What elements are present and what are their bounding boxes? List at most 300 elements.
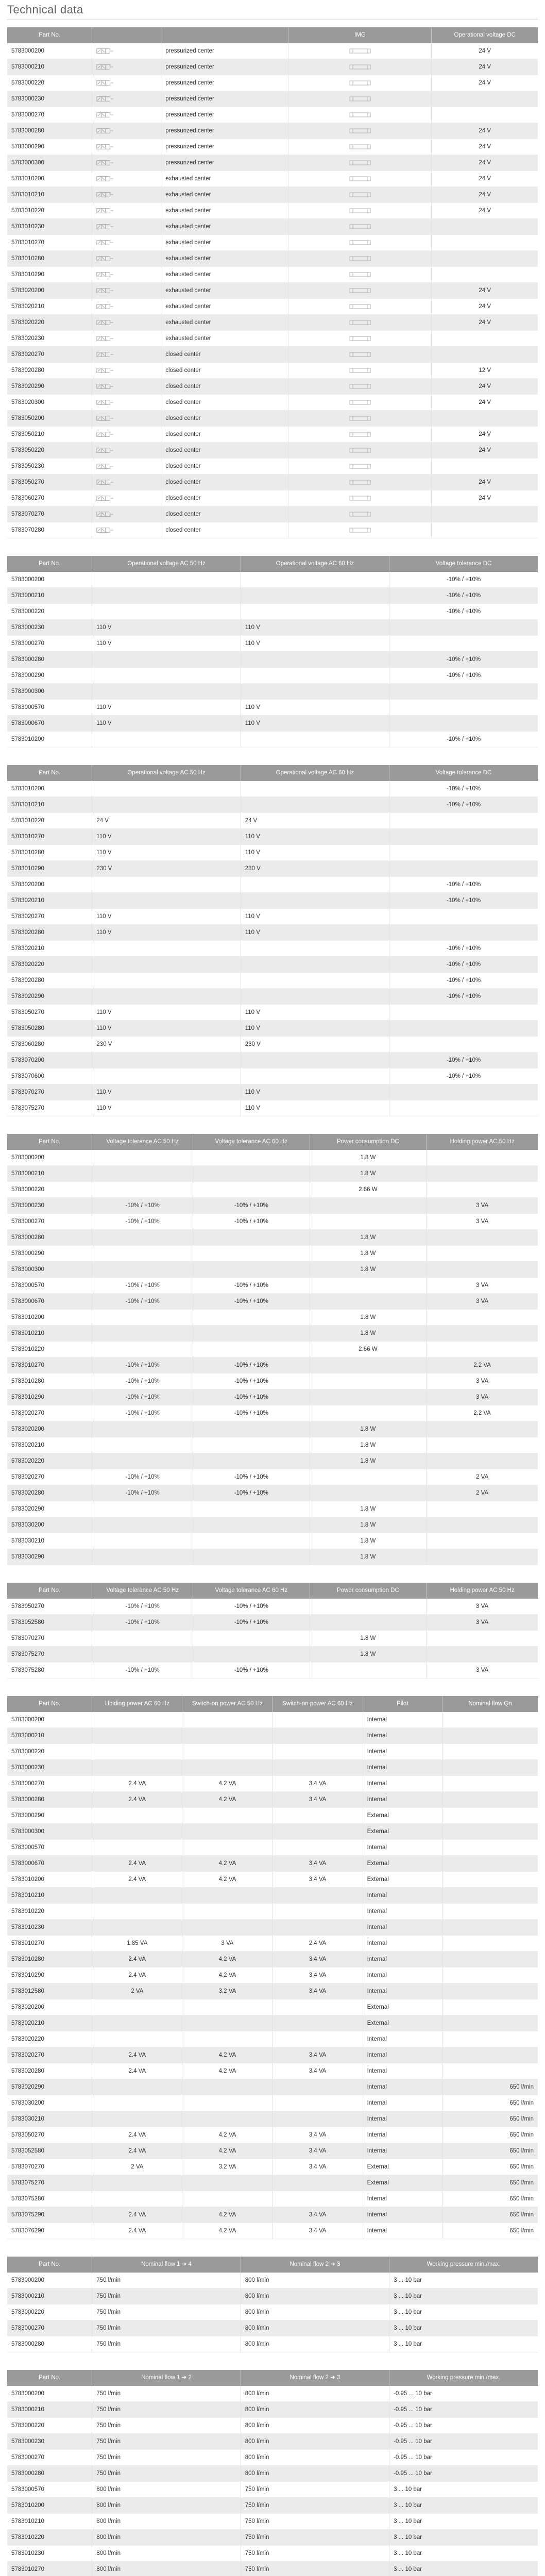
table-cell [389, 1005, 538, 1021]
table-cell [7, 251, 92, 267]
table-cell [92, 1856, 182, 1872]
table-cell [182, 1760, 272, 1776]
cell-value: -0.95 ... 10 bar [394, 2454, 432, 2461]
table-cell [182, 2095, 272, 2111]
valve-symbol-icon [96, 48, 114, 54]
table-cell [288, 59, 432, 75]
cell-value: 3 VA [476, 1378, 489, 1384]
cell-value: 4.2 VA [218, 1781, 236, 1787]
cell-value: 110 V [245, 850, 260, 856]
table-row [7, 1230, 538, 1246]
table-cell [193, 1485, 310, 1501]
table-cell [432, 506, 538, 522]
cell-value: 5783000220 [11, 2309, 44, 2315]
table-cell [7, 781, 92, 797]
table-cell [92, 2386, 241, 2402]
cell-value: 24 V [96, 818, 109, 824]
table-cell [7, 1069, 92, 1084]
cell-value: pressurized center [165, 160, 214, 166]
cell-value: 5783052580 [11, 1619, 44, 1625]
table-row [7, 2063, 538, 2079]
cell-value: 5783000210 [11, 1171, 44, 1177]
cell-value: 4.2 VA [218, 2132, 236, 2138]
cell-value: 24 V [479, 176, 491, 182]
table-cell [310, 1214, 427, 1230]
table-cell [363, 1776, 442, 1792]
table-cell [442, 2079, 538, 2095]
table-cell [363, 1744, 442, 1760]
table-cell [389, 973, 538, 989]
table-cell [272, 1712, 363, 1728]
cell-value: 5783000200 [11, 1155, 44, 1161]
valve-symbol-icon [96, 511, 114, 517]
table-cell [272, 1888, 363, 1904]
table-cell [241, 845, 389, 861]
table-cell [363, 2031, 442, 2047]
table-cell [241, 2304, 389, 2320]
table-cell [389, 732, 538, 748]
cell-value: -10% / +10% [125, 1378, 160, 1384]
valve-symbol-icon [96, 224, 114, 230]
table-cell [7, 2159, 92, 2175]
table-row [7, 379, 538, 395]
cell-value: exhausted center [165, 208, 211, 214]
table-row [7, 1021, 538, 1037]
table-cell [92, 187, 161, 203]
valve-symbol-icon [96, 431, 114, 437]
table-cell [389, 2418, 538, 2434]
cell-value: 2.2 VA [473, 1362, 491, 1368]
table-cell [92, 2095, 182, 2111]
table-cell [92, 2015, 182, 2031]
table-cell [363, 1824, 442, 1840]
table-cell [7, 1278, 92, 1294]
cell-value: pressurized center [165, 112, 214, 118]
table-row [7, 91, 538, 107]
column-header: Nominal flow Qn [442, 1696, 538, 1712]
cell-value: 5783010270 [11, 240, 44, 246]
table-cell [427, 1631, 538, 1647]
cell-value: 5783000290 [11, 1250, 44, 1257]
cell-value: -10% / +10% [234, 1218, 268, 1225]
cell-value: 230 V [96, 1041, 112, 1047]
valve-drawing-icon [349, 79, 371, 87]
cell-value: 5783020220 [11, 319, 44, 326]
cell-value: 650 l/min [509, 2196, 534, 2202]
table-cell [92, 2063, 182, 2079]
table-cell [288, 363, 432, 379]
cell-value: -10% / +10% [125, 1474, 160, 1480]
table-row [7, 1904, 538, 1920]
table-cell [241, 684, 389, 700]
cell-value: 5783010270 [11, 2566, 44, 2572]
table-cell [272, 1999, 363, 2015]
table-cell [92, 2402, 241, 2418]
table-cell [7, 59, 92, 75]
table-cell [161, 75, 288, 91]
cell-value: 3.4 VA [309, 2148, 327, 2154]
cell-value: 5783010220 [11, 818, 44, 824]
table-cell [92, 957, 241, 973]
table-header-row [7, 556, 538, 572]
table-row [7, 474, 538, 490]
table-cell [389, 2466, 538, 2482]
table-cell [389, 813, 538, 829]
cell-value: 5783052580 [11, 2148, 44, 2154]
cell-value: 1.8 W [360, 1171, 376, 1177]
cell-value: 2 VA [131, 1988, 144, 1994]
table-row [7, 2273, 538, 2289]
cell-value: Internal [367, 2100, 387, 2106]
table-cell [161, 235, 288, 251]
table-cell [310, 1166, 427, 1182]
spec-table-block [7, 1583, 538, 1679]
cell-value: exhausted center [165, 256, 211, 262]
cell-value: 3 VA [221, 1940, 234, 1946]
valve-symbol-icon [96, 112, 114, 118]
table-cell [432, 522, 538, 538]
cell-value: 5783000220 [11, 80, 44, 86]
column-header: Holding power AC 50 Hz [427, 1134, 538, 1150]
valve-drawing-icon [349, 287, 371, 294]
valve-symbol-icon [96, 447, 114, 453]
table-row [7, 1792, 538, 1808]
cell-value: 3 ... 10 bar [394, 2341, 422, 2347]
table-row [7, 107, 538, 123]
table-cell [310, 1262, 427, 1278]
table-row [7, 925, 538, 941]
cell-value: Internal [367, 1972, 387, 1978]
table-cell [272, 2095, 363, 2111]
cell-value: 3.4 VA [309, 1860, 327, 1867]
table-cell [241, 2562, 389, 2576]
cell-value: 5783020270 [11, 2052, 44, 2058]
cell-value: 5783030290 [11, 1554, 44, 1560]
table-cell [442, 1936, 538, 1952]
table-cell [363, 1984, 442, 1999]
table-cell [7, 1517, 92, 1533]
table-cell [241, 877, 389, 893]
column-header: Part No. [7, 1696, 92, 1712]
table-cell [310, 1342, 427, 1358]
table-cell [92, 315, 161, 331]
table-cell [161, 155, 288, 171]
cell-value: 5783030200 [11, 1522, 44, 1528]
cell-value: -10% / +10% [446, 802, 481, 808]
cell-value: 5783020300 [11, 399, 44, 405]
cell-value: 2.4 VA [128, 1972, 146, 1978]
table-cell [92, 2514, 241, 2530]
valve-symbol-icon [96, 303, 114, 310]
cell-value: closed center [165, 351, 201, 358]
table-cell [182, 1872, 272, 1888]
cell-value: 5783000290 [11, 144, 44, 150]
table-row [7, 2386, 538, 2402]
table-cell [432, 427, 538, 443]
table-cell [92, 2434, 241, 2450]
cell-value: 5783000280 [11, 1234, 44, 1241]
cell-value: 5783020210 [11, 945, 44, 952]
valve-drawing-icon [349, 319, 371, 326]
column-header: Working pressure min./max. [389, 2257, 538, 2273]
table-cell [92, 203, 161, 219]
cell-value: 750 l/min [245, 2566, 269, 2572]
table-cell [92, 797, 241, 813]
table-row [7, 1888, 538, 1904]
spec-table [7, 1134, 538, 1565]
table-cell [7, 2498, 92, 2514]
table-cell [241, 2320, 389, 2336]
table-cell [7, 1469, 92, 1485]
table-cell [241, 2514, 389, 2530]
table-row [7, 1342, 538, 1358]
table-cell [272, 2111, 363, 2127]
table-cell [193, 1453, 310, 1469]
table-cell [92, 861, 241, 877]
cell-value: 5783020200 [11, 2004, 44, 2010]
cell-value: 5783000270 [11, 112, 44, 118]
table-cell [92, 1069, 241, 1084]
cell-value: 5783070200 [11, 1057, 44, 1063]
cell-value: 2.4 VA [128, 2052, 146, 2058]
table-cell [92, 2450, 241, 2466]
table-row [7, 2514, 538, 2530]
table-cell [92, 604, 241, 620]
table-cell [241, 2450, 389, 2466]
table-row [7, 1294, 538, 1310]
cell-value: 5783010230 [11, 2550, 44, 2556]
table-cell [92, 123, 161, 139]
table-row [7, 171, 538, 187]
table-cell [389, 2402, 538, 2418]
table-row [7, 893, 538, 909]
column-header: Voltage tolerance DC [389, 765, 538, 781]
cell-value: 110 V [96, 929, 112, 936]
table-cell [241, 1053, 389, 1069]
cell-value: Internal [367, 1749, 387, 1755]
spec-table-block [7, 765, 538, 1116]
table-cell [92, 973, 241, 989]
cell-value: 800 l/min [96, 2486, 121, 2493]
table-cell [7, 235, 92, 251]
column-header: Voltage tolerance AC 50 Hz [92, 1134, 193, 1150]
table-row [7, 604, 538, 620]
table-cell [272, 1744, 363, 1760]
cell-value: 230 V [245, 1041, 261, 1047]
table-row [7, 813, 538, 829]
table-cell [92, 636, 241, 652]
table-cell [7, 2546, 92, 2562]
column-header: Pilot [363, 1696, 442, 1712]
table-cell [241, 1100, 389, 1116]
table-cell [7, 941, 92, 957]
table-cell [7, 522, 92, 538]
cell-value: 5783020280 [11, 929, 44, 936]
table-cell [92, 1453, 193, 1469]
table-cell [193, 1358, 310, 1374]
table-cell [7, 604, 92, 620]
valve-symbol-icon [96, 64, 114, 70]
table-cell [241, 2530, 389, 2546]
valve-drawing-icon [349, 303, 371, 310]
table-cell [7, 1647, 92, 1663]
table-cell [92, 2562, 241, 2576]
table-cell [427, 1663, 538, 1679]
table-cell [161, 443, 288, 459]
cell-value: 24 V [479, 208, 491, 214]
cell-value: 4.2 VA [218, 1860, 236, 1867]
cell-value: 5783075270 [11, 1105, 44, 1111]
cell-value: 5783010210 [11, 802, 44, 808]
table-cell [7, 1599, 92, 1615]
table-cell [432, 315, 538, 331]
table-row [7, 732, 538, 748]
cell-value: 5783012580 [11, 1988, 44, 1994]
table-cell [92, 2482, 241, 2498]
cell-value: 5783010280 [11, 850, 44, 856]
cell-value: 3.4 VA [309, 2068, 327, 2074]
cell-value: 110 V [245, 913, 260, 920]
table-row [7, 861, 538, 877]
cell-value: Internal [367, 1717, 387, 1723]
table-cell [182, 1920, 272, 1936]
table-cell [241, 700, 389, 716]
table-cell [92, 1310, 193, 1326]
cell-value: 1.8 W [360, 1330, 376, 1336]
column-header: Operational voltage AC 50 Hz [92, 556, 241, 572]
table-row [7, 315, 538, 331]
table-cell [182, 1936, 272, 1952]
table-cell [442, 2207, 538, 2223]
table-cell [288, 267, 432, 283]
table-cell [442, 1840, 538, 1856]
table-cell [241, 797, 389, 813]
cell-value: -10% / +10% [446, 656, 481, 663]
cell-value: 800 l/min [245, 2406, 269, 2413]
table-cell [7, 2434, 92, 2450]
cell-value: 5783060280 [11, 1041, 44, 1047]
cell-value: 110 V [245, 1105, 260, 1111]
table-row [7, 2482, 538, 2498]
cell-value: -10% / +10% [446, 977, 481, 984]
table-cell [241, 2546, 389, 2562]
table-cell [182, 2079, 272, 2095]
table-cell [389, 2289, 538, 2304]
cell-value: 5783000270 [11, 2325, 44, 2331]
cell-value: 1.8 W [360, 1538, 376, 1544]
valve-symbol-icon [96, 319, 114, 326]
cell-value: 2.4 VA [128, 2148, 146, 2154]
table-cell [288, 395, 432, 411]
cell-value: 24 V [479, 303, 491, 310]
cell-value: 3.4 VA [309, 2228, 327, 2234]
cell-value: 3 ... 10 bar [394, 2277, 422, 2283]
table-cell [442, 1808, 538, 1824]
cell-value: -10% / +10% [125, 1603, 160, 1609]
table-cell [272, 1984, 363, 1999]
cell-value: 5783020280 [11, 367, 44, 374]
cell-value: 5783020220 [11, 961, 44, 968]
table-cell [182, 1728, 272, 1744]
cell-value: 4.2 VA [218, 2228, 236, 2234]
valve-symbol-icon [96, 495, 114, 501]
table-cell [442, 2127, 538, 2143]
cell-value: 5783010270 [11, 1940, 44, 1946]
table-cell [442, 1968, 538, 1984]
cell-value: 5783050280 [11, 1025, 44, 1031]
cell-value: 5783020280 [11, 977, 44, 984]
cell-value: 650 l/min [509, 2180, 534, 2186]
valve-symbol-icon [96, 399, 114, 405]
table-cell [182, 2159, 272, 2175]
table-cell [389, 2514, 538, 2530]
table-cell [272, 2031, 363, 2047]
cell-value: 5783020290 [11, 383, 44, 389]
table-row [7, 2434, 538, 2450]
table-cell [92, 1389, 193, 1405]
cell-value: 5783000300 [11, 160, 44, 166]
table-cell [92, 2273, 241, 2289]
table-cell [92, 2530, 241, 2546]
table-cell [161, 363, 288, 379]
table-row [7, 1053, 538, 1069]
table-cell [310, 1326, 427, 1342]
table-cell [7, 1904, 92, 1920]
cell-value: 24 V [245, 818, 258, 824]
cell-value: 5783000300 [11, 1828, 44, 1835]
cell-value: 3 VA [476, 1603, 489, 1609]
table-cell [7, 2063, 92, 2079]
cell-value: 110 V [96, 624, 112, 631]
table-cell [288, 299, 432, 315]
cell-value: 5783050230 [11, 463, 44, 469]
cell-value: 24 V [479, 80, 491, 86]
table-cell [442, 1904, 538, 1920]
table-cell [7, 861, 92, 877]
table-cell [389, 2336, 538, 2352]
table-cell [7, 411, 92, 427]
table-cell [272, 1728, 363, 1744]
table-cell [7, 2047, 92, 2063]
cell-value: 800 l/min [245, 2325, 269, 2331]
cell-value: 4.2 VA [218, 2148, 236, 2154]
table-cell [241, 1037, 389, 1053]
table-cell [7, 2402, 92, 2418]
cell-value: 5783000230 [11, 1765, 44, 1771]
cell-value: 4.2 VA [218, 1972, 236, 1978]
table-cell [427, 1453, 538, 1469]
valve-symbol-icon [96, 463, 114, 469]
table-row [7, 1182, 538, 1198]
column-header: Power consumption DC [310, 1583, 427, 1599]
cell-value: Internal [367, 1733, 387, 1739]
cell-value: -10% / +10% [234, 1362, 268, 1368]
table-cell [7, 2320, 92, 2336]
table-cell [182, 1952, 272, 1968]
table-cell [7, 187, 92, 203]
table-cell [442, 2191, 538, 2207]
table-cell [310, 1501, 427, 1517]
cell-value: 5783000290 [11, 1812, 44, 1819]
table-row [7, 1150, 538, 1166]
valve-drawing-icon [349, 383, 371, 390]
table-cell [241, 957, 389, 973]
cell-value: 5783020210 [11, 2020, 44, 2026]
table-cell [92, 732, 241, 748]
cell-value: -10% / +10% [125, 1490, 160, 1496]
column-header: Part No. [7, 765, 92, 781]
cell-value: 5783000230 [11, 1202, 44, 1209]
